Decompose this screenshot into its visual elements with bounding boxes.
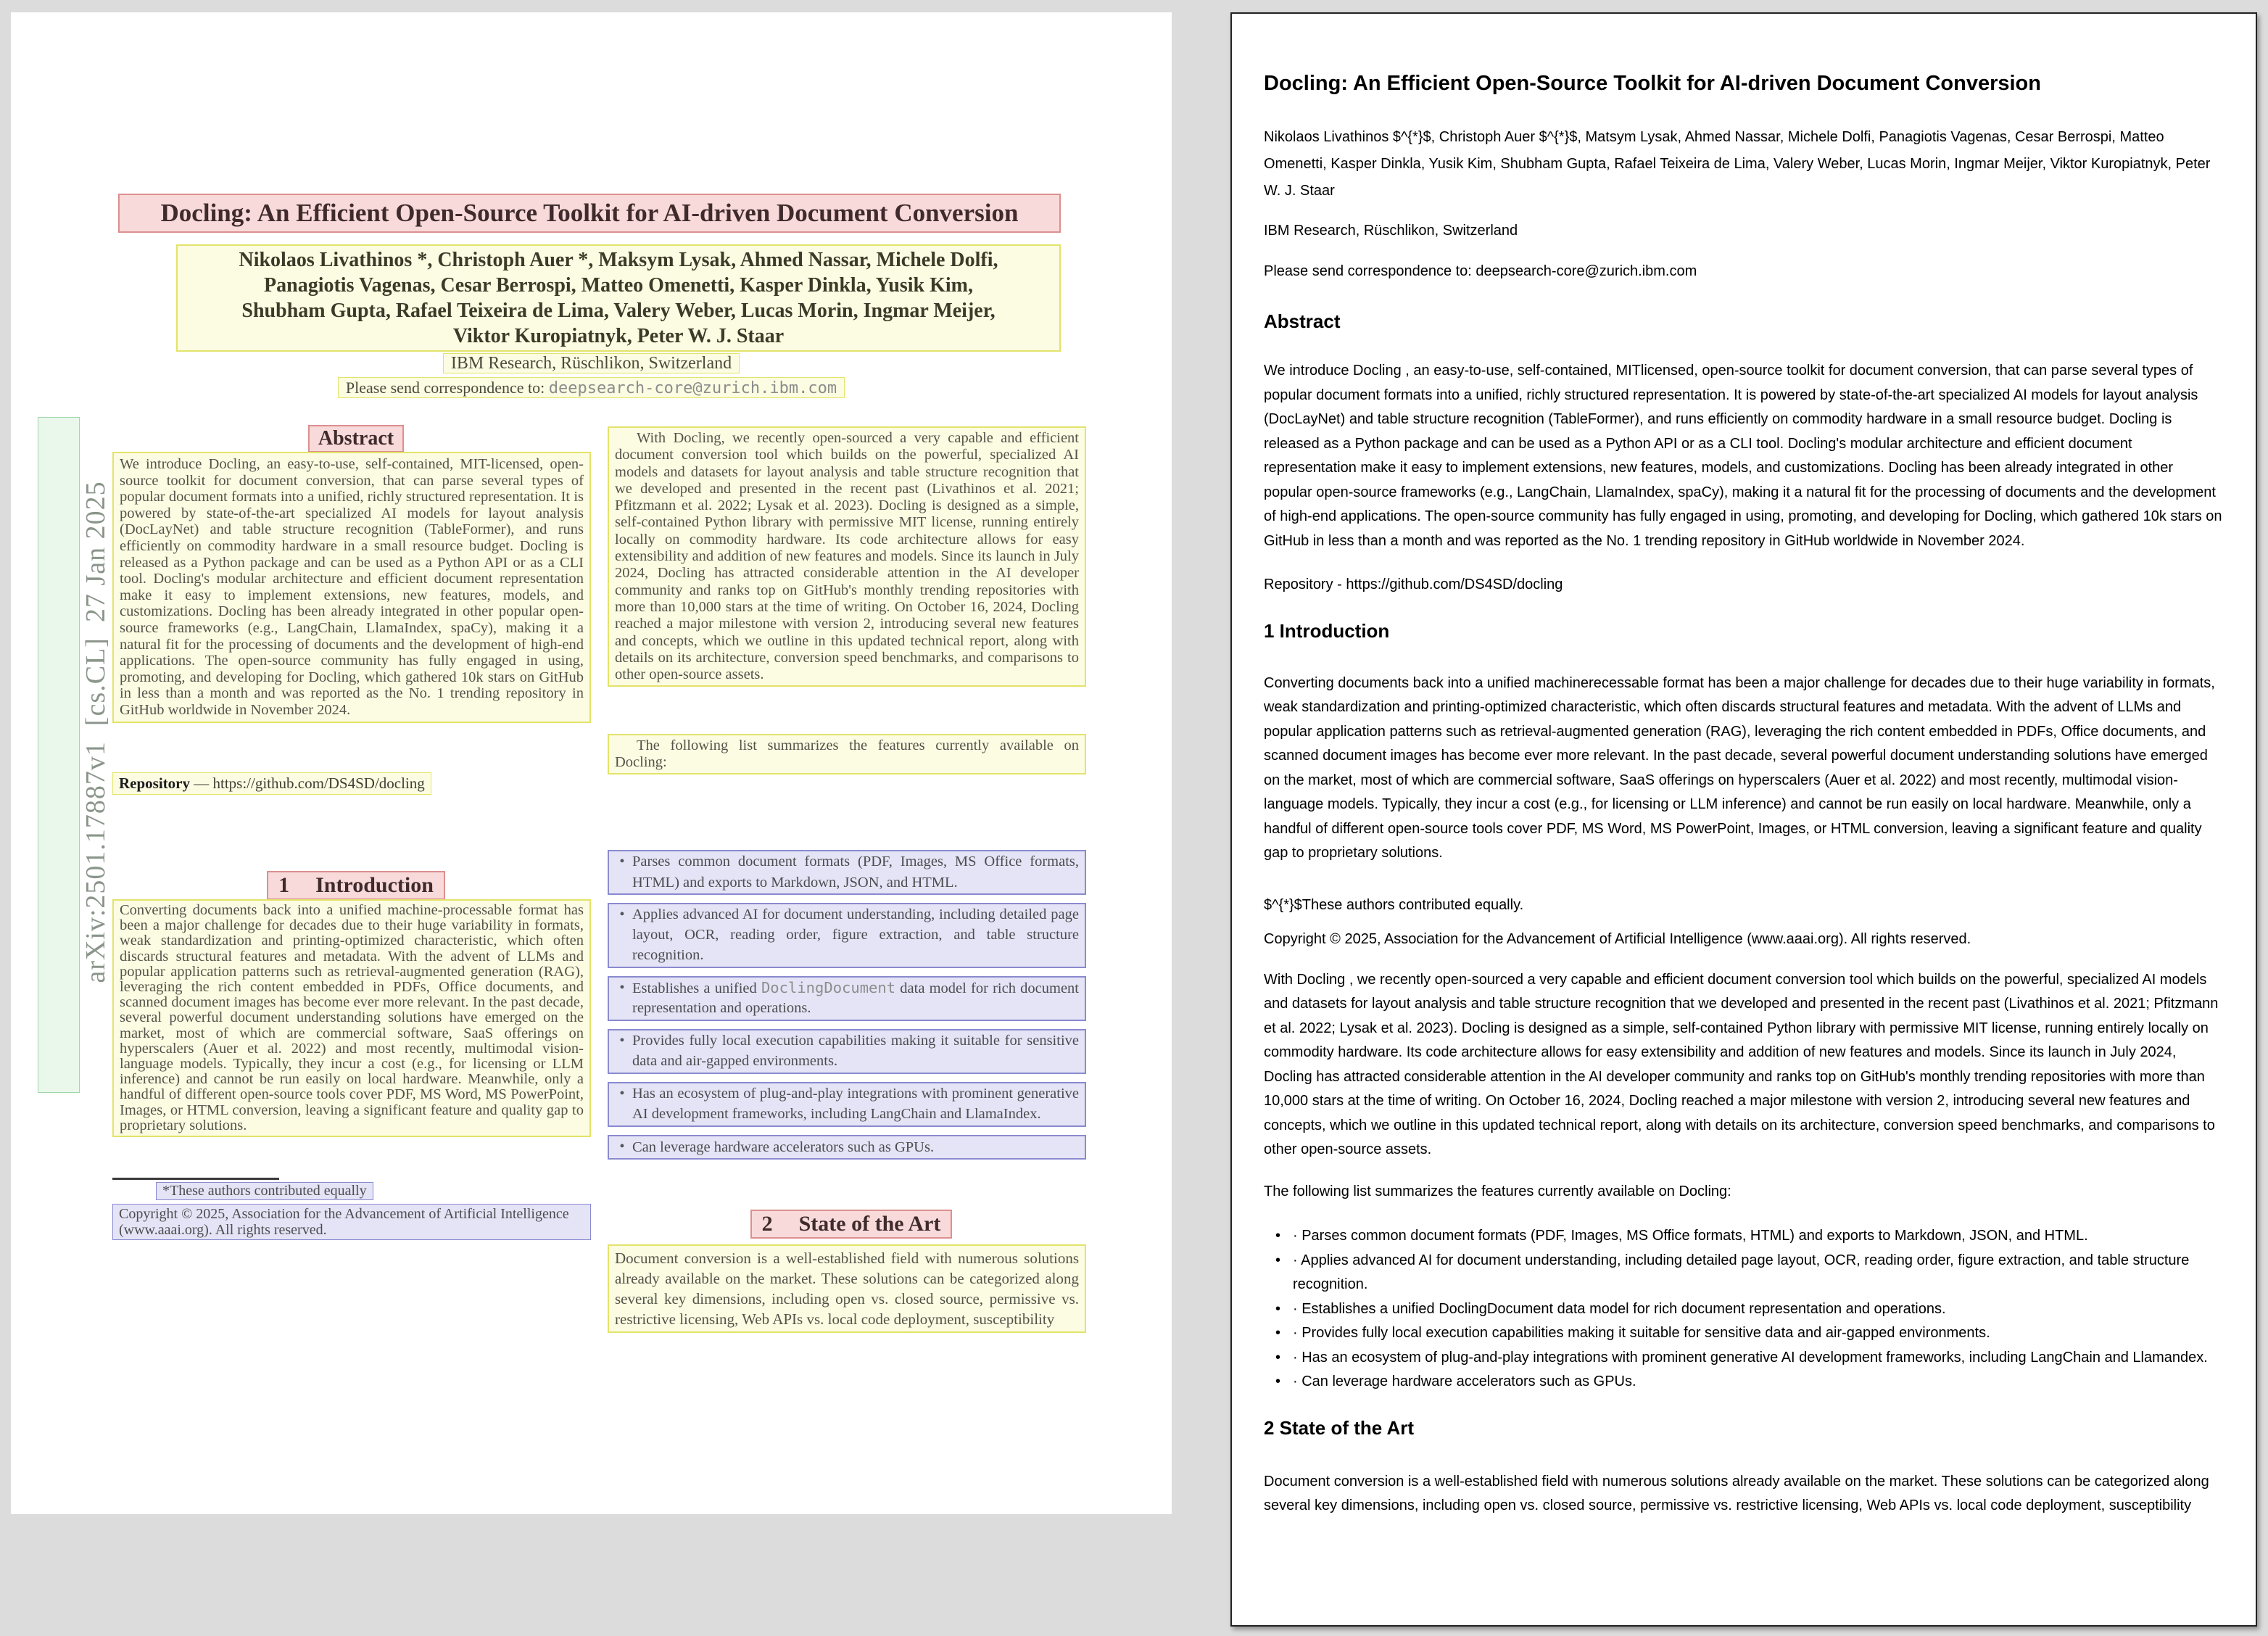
feature-text-pre: Applies advanced AI for document understanding, including detailed page layout, OCR, reading order, figure extraction, and table structure recognition.	[632, 906, 1079, 963]
repository-dash: —	[190, 774, 213, 792]
sota-heading-label: State of the Art	[798, 1212, 941, 1236]
paper-title: Docling: An Efficient Open-Source Toolkit for AI-driven Document Conversion	[160, 199, 1019, 227]
output-feature-item	[1264, 1321, 2224, 1346]
feature-text	[632, 1084, 1079, 1125]
output-feature-item-text: · Establishes a unified DoclingDocument data model for rich document representation and operations.	[1293, 1300, 1946, 1317]
output-title: Docling: An Efficient Open-Source Toolkit for AI-driven Document Conversion	[1264, 72, 2041, 95]
output-following-list-text: The following list summarizes the features currently available on Docling:	[1264, 1183, 1731, 1199]
authors-line: Nikolaos Livathinos *, Christoph Auer *, Maksym Lysak, Ahmed Nassar, Michele Dolfi,	[239, 249, 998, 271]
feature-text-pre: Can leverage hardware accelerators such as GPUs.	[632, 1139, 935, 1155]
intro-heading-number: 1	[278, 873, 290, 897]
converted-output-panel[interactable]	[1230, 12, 2257, 1627]
footnote-copyright-highlight	[112, 1204, 591, 1240]
bullet-icon: •	[619, 979, 625, 996]
output-with-docling-text: With Docling , we recently open-sourced a very capable and efficient document conversion tool which builds on the powerful, specialized AI models and datasets for layout analysis and table structure recognition that we developed and presented in the recent past (Livathinos et al. 2021; Pfitzmann et al. 2022; Lysak et al. 2023). Docling is designed as a simple, self-contained Python library with permissive MIT license, running entirely locally on commodity hardware. Its code architecture allows for easy extensibility and addition of new features and models. Since its launch in July 2024, Docling has attracted considerable attention in the AI developer community and ranks top on GitHub's monthly trending repositories with more than 10,000 stars at the time of writing. On October 16, 2024, Docling reached a major milestone with version 2, introducing several new features and concepts, which we outline in this updated technical report, along with details on its architecture, conversion speed benchmarks, and comparisons to other open-source assets.	[1264, 971, 2219, 1157]
feature-text	[632, 905, 1079, 966]
feature-list-item	[608, 1135, 1086, 1160]
bullet-icon: •	[619, 854, 625, 869]
output-feature-item	[1264, 1224, 2224, 1249]
feature-text	[632, 978, 1079, 1019]
intro-paragraph-highlight	[112, 899, 591, 1137]
col2-paragraph1-highlight	[608, 426, 1086, 687]
output-feature-item	[1264, 1249, 2224, 1297]
bullet-icon: •	[619, 1032, 625, 1049]
output-feature-item	[1264, 1346, 2224, 1371]
sota-heading-row	[608, 1210, 1095, 1239]
abstract-highlight	[112, 452, 591, 723]
correspondence-email[interactable]: deepsearch-core@zurich.ibm.com	[548, 379, 837, 397]
paper-title-highlight	[118, 194, 1061, 233]
output-repository-line[interactable]: Repository - https://github.com/DS4SD/docling	[1264, 577, 1563, 592]
intro-text: Converting documents back into a unified machine-processable format has been a major challenge for decades due to their huge variability in formats, weak standardization and printing-optimized characteristic, which often discards structural features and metadata. With the advent of LLMs and popular application patterns such as retrieval-augmented generation (RAG), leveraging the rich content embedded in PDFs, Office documents, and scanned document images has become ever more relevant. In the past decade, several powerful document understanding solutions have emerged on the market, most of which are commercial software, SaaS offerings on hyperscalers (Auer et al. 2022) and most recently, multimodal vision-language models. Typically, they incur a cost (e.g., for licensing or LLM inference) and cannot be run easily on local hardware. Meanwhile, only a handful of different open-source tools cover PDF, MS Word, MS PowerPoint, Images, or HTML conversion, leaving a significant feature and quality gap to proprietary solutions.	[120, 902, 584, 1133]
arxiv-stamp-highlight	[38, 417, 111, 1093]
feature-text-pre: Parses common document formats (PDF, Images, MS Office formats, HTML) and exports to Markdown, JSON, and HTML.	[632, 854, 1079, 891]
feature-list-item	[608, 1082, 1086, 1127]
output-feature-item	[1264, 1370, 2224, 1395]
footnote-equal-text: *These authors contributed equally	[162, 1183, 367, 1199]
intro-heading	[267, 871, 445, 900]
feature-list-item	[608, 976, 1086, 1021]
col2-paragraph2-highlight	[608, 734, 1086, 774]
paper-authors-highlight	[176, 244, 1061, 352]
feature-text	[632, 852, 1079, 893]
col2-paragraph2-text: The following list summarizes the features currently available on Docling:	[615, 738, 1079, 770]
feature-text-code: DoclingDocument	[761, 978, 896, 996]
output-feature-item-text: · Has an ecosystem of plug-and-play integrations with prominent generative AI development frameworks, including LangChain and Llamandex.	[1293, 1349, 2208, 1366]
authors-line: Viktor Kuropiatnyk, Peter W. J. Staar	[452, 325, 785, 347]
affiliation-text: IBM Research, Rüschlikon, Switzerland	[443, 353, 740, 373]
abstract-heading-row	[112, 425, 600, 453]
intro-heading-row	[112, 871, 600, 900]
correspondence-row	[11, 379, 1172, 398]
output-feature-item	[1264, 1297, 2224, 1322]
output-intro-heading: 1 Introduction	[1264, 619, 1390, 642]
feature-list-item	[608, 903, 1086, 968]
abstract-text: We introduce Docling, an easy-to-use, self-contained, MIT-licensed, open-source toolkit for document conversion, that can parse several types of popular document formats into a unified, richly structured representation. It is powered by state-of-the-art specialized AI models for layout analysis (DocLayNet) and table structure recognition (TableFormer), and runs efficiently on commodity hardware in a small resource budget. Docling is released as a Python package and can be used as a Python API or as a CLI tool. Docling's modular architecture and efficient document representation make it easy to implement extensions, new features, models, and customizations. Docling has been already integrated in other popular open-source frameworks (e.g., LangChain, LlamaIndex, spaCy), making it a natural fit for the processing of documents and the development of high-end applications. The open-source community has fully engaged in using, promoting, and developing for Docling, which gathered 10k stars on GitHub in less than a month and was reported as the No. 1 trending repository in GitHub worldwide in November 2024.	[120, 456, 584, 718]
repository-label: Repository	[119, 774, 190, 792]
output-sota-heading: 2 State of the Art	[1264, 1416, 1415, 1439]
authors-line: Panagiotis Vagenas, Cesar Berrospi, Matteo Omenetti, Kasper Dinkla, Yusik Kim,	[264, 274, 973, 297]
feature-list	[608, 850, 1086, 1160]
output-feature-item-text: · Parses common document formats (PDF, Images, MS Office formats, HTML) and exports to Markdown, JSON, and HTML.	[1293, 1228, 2088, 1244]
source-document-page[interactable]	[11, 12, 1172, 1514]
footnote-equal-highlight	[156, 1182, 373, 1200]
sota-heading-number: 2	[761, 1212, 773, 1236]
abstract-heading: Abstract	[308, 425, 404, 453]
correspondence-label: Please send correspondence to:	[345, 379, 549, 397]
output-footnote-equal: $^{*}$These authors contributed equally.	[1264, 896, 1524, 913]
feature-list-item	[608, 1029, 1086, 1074]
output-affiliation: IBM Research, Rüschlikon, Switzerland	[1264, 223, 1518, 239]
col2-paragraph1-text: With Docling, we recently open-sourced a very capable and efficient document conversion tool which builds on the powerful, specialized AI models and datasets for layout analysis and table structure recognition that we developed and presented in the recent past (Livathinos et al. 2021; Pfitzmann et al. 2022; Lysak et al. 2023). Docling is designed as a simple, self-contained Python library with permissive MIT license, running entirely locally on commodity hardware. Its code architecture allows for easy extensibility and addition of new features and models. Since its launch in July 2024, Docling has attracted considerable attention in the AI developer community and ranks top on GitHub's monthly trending repositories with more than 10,000 stars at the time of writing. On October 16, 2024, Docling reached a major milestone with version 2, introducing several new features and concepts, which we outline in this updated technical report, along with details on its architecture, conversion speed benchmarks, and comparisons to other open-source assets.	[615, 430, 1079, 683]
repository-highlight	[112, 772, 431, 795]
sota-paragraph-highlight	[608, 1244, 1086, 1333]
correspondence-text	[338, 377, 845, 398]
feature-text-pre: Establishes a unified	[632, 980, 761, 996]
sota-heading	[750, 1210, 953, 1239]
output-feature-item-text: · Applies advanced AI for document understanding, including detailed page layout, OCR, reading order, figure extraction, and table structure recognition.	[1293, 1252, 2190, 1292]
intro-heading-label: Introduction	[315, 873, 434, 897]
feature-text-post: data model for rich document representation and operations.	[632, 980, 1079, 1016]
authors-line: Shubham Gupta, Rafael Teixeira de Lima, Valery Weber, Lucas Morin, Ingmar Meijer,	[241, 299, 996, 322]
bullet-icon: •	[619, 906, 625, 922]
sota-paragraph-text: Document conversion is a well-established field with numerous solutions already available on the market. These solutions can be categorized along several key dimensions, including open vs. closed source, permissive vs. restrictive licensing, Web APIs vs. local code deployment, susceptibility	[615, 1249, 1079, 1328]
output-abstract-heading: Abstract	[1264, 310, 1341, 332]
output-correspondence: Please send correspondence to: deepsearch-core@zurich.ibm.com	[1264, 263, 1697, 279]
output-feature-item-text: · Can leverage hardware accelerators such as GPUs.	[1293, 1373, 1636, 1389]
feature-text-pre: Provides fully local execution capabilities making it suitable for sensitive data and air-gapped environments.	[632, 1032, 1079, 1069]
feature-text	[632, 1137, 1079, 1158]
footnote-divider	[112, 1178, 279, 1180]
output-feature-item-text: · Provides fully local execution capabilities making it suitable for sensitive data and air-gapped environments.	[1293, 1325, 1990, 1341]
output-feature-list	[1264, 1224, 2224, 1395]
affiliation-row	[11, 353, 1172, 373]
repository-url[interactable]: https://github.com/DS4SD/docling	[212, 774, 425, 792]
output-authors: Nikolaos Livathinos $^{*}$, Christoph Auer $^{*}$, Matsym Lysak, Ahmed Nassar, Michele Dolfi, Panagiotis Vagenas, Cesar Berrospi, Matteo Omenetti, Kasper Dinkla, Yusik Kim, Shubham Gupta, Rafael Teixeira de Lima, Valery Weber, Lucas Morin, Ingmar Meijer, Viktor Kuropiatnyk, Peter W. J. Staar	[1264, 129, 2211, 199]
feature-text	[632, 1031, 1079, 1072]
feature-list-item	[608, 850, 1086, 895]
bullet-icon: •	[619, 1085, 625, 1102]
output-sota-text: Document conversion is a well-established field with numerous solutions already available on the market. These solutions can be categorized along several key dimensions, including open vs. closed source, permissive vs. restrictive licensing, Web APIs vs. local code deployment, susceptibility	[1264, 1473, 2209, 1513]
feature-text-pre: Has an ecosystem of plug-and-play integrations with prominent generative AI development frameworks, including LangChain and LlamaIndex.	[632, 1085, 1079, 1122]
arxiv-stamp-text: arXiv:2501.17887v1 [cs.CL] 27 Jan 2025	[80, 481, 111, 983]
output-abstract-text: We introduce Docling , an easy-to-use, self-contained, MITlicensed, open-source toolkit for document conversion, that can parse several types of popular document formats into a unified, richly structured representation. It is powered by state-of-the-art specialized AI models for layout analysis (DocLayNet) and table structure recognition (TableFormer), and runs efficiently on commodity hardware in a small resource budget. Docling is released as a Python package and can be used as a Python API or as a CLI tool. Docling's modular architecture and efficient document representation make it easy to implement extensions, new features, models, and customizations. Docling has been already integrated in other popular open-source frameworks (e.g., LangChain, LlamaIndex, spaCy), making it a natural fit for the processing of documents and the development of high-end applications. The open-source community has fully engaged in using, promoting, and developing for Docling, which gathered 10k stars on GitHub in less than a month and was reported as the No. 1 trending repository in GitHub worldwide in November 2024.	[1264, 363, 2222, 549]
output-copyright: Copyright © 2025, Association for the Advancement of Artificial Intelligence (www.aaai.org). All rights reserved.	[1264, 931, 1971, 947]
footnote-copyright-text: Copyright © 2025, Association for the Advancement of Artificial Intelligence (www.aaai.org). All rights reserved.	[119, 1206, 569, 1238]
output-intro-text: Converting documents back into a unified machinerecessable format has been a major challenge for decades due to their huge variability in formats, weak standardization and printing-optimized characteristic, which often discards structural features and metadata. With the advent of LLMs and popular application patterns such as retrieval-augmented generation (RAG), leveraging the rich content embedded in PDFs, Office documents, and scanned document images has become ever more relevant. In the past decade, several powerful document understanding solutions have emerged on the market, most of which are commercial software, SaaS offerings on hyperscalers (Auer et al. 2022) and most recently, multimodal vision-language models. Typically, they incur a cost (e.g., for licensing or LLM inference) and cannot be run easily on local hardware. Meanwhile, only a handful of different open-source tools cover PDF, MS Word, MS PowerPoint, Images, or HTML conversion, leaving a significant feature and quality gap to proprietary solutions.	[1264, 674, 2215, 861]
bullet-icon: •	[619, 1138, 625, 1154]
